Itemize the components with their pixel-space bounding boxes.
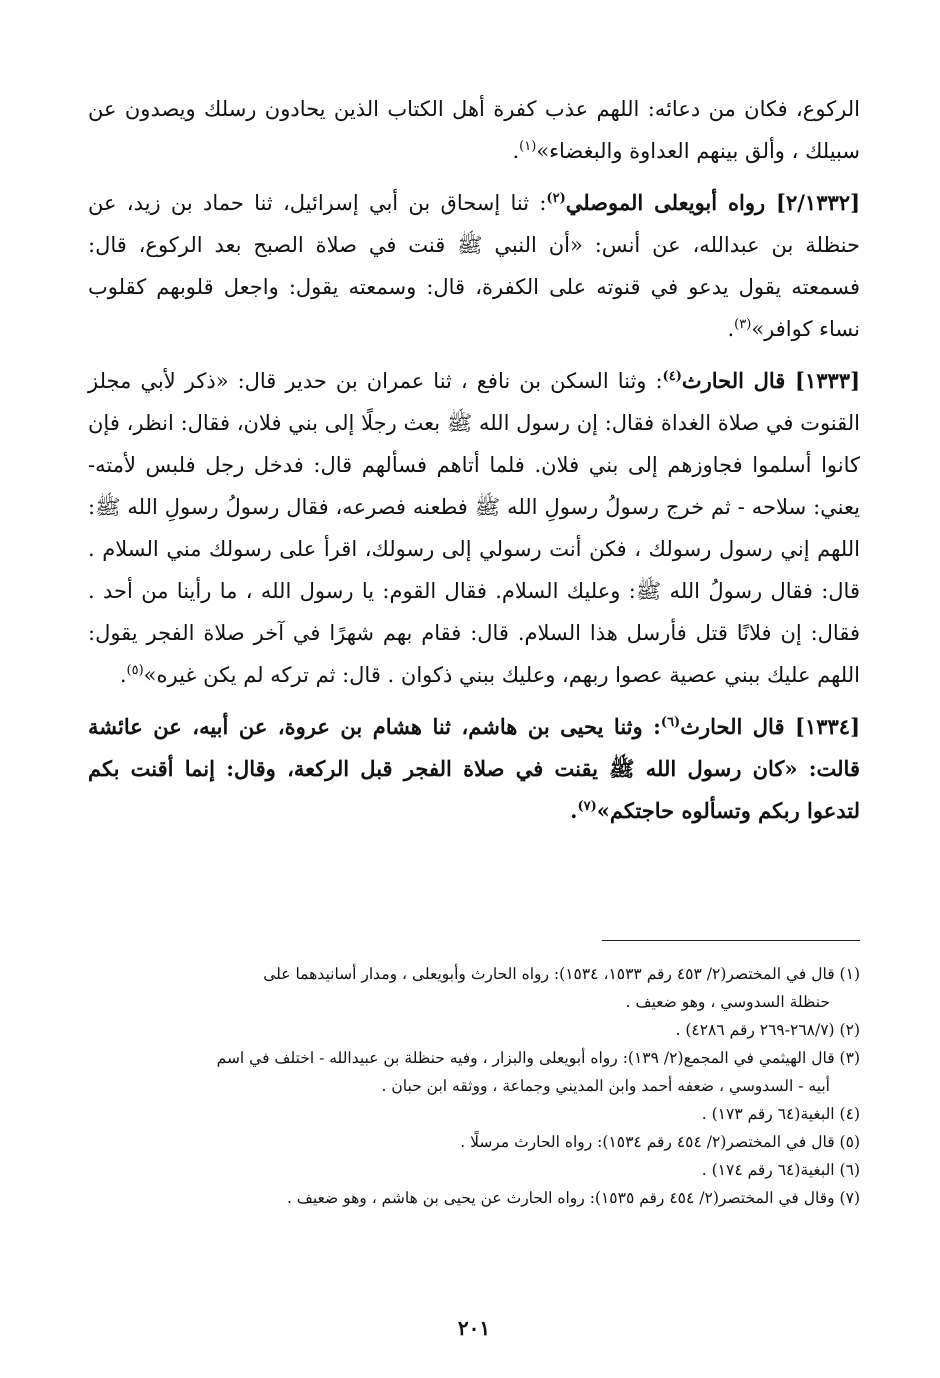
paragraph-tail: . bbox=[570, 798, 578, 823]
hadith-label: [١٣٣٤] قال الحارث bbox=[680, 714, 860, 739]
paragraph-1333 bbox=[88, 360, 860, 696]
footnote-number: (٥) bbox=[839, 1133, 860, 1151]
footnote-number: (٧) bbox=[839, 1189, 860, 1207]
paragraph-1334 bbox=[88, 706, 860, 832]
paragraph-text: : وثنا السكن بن نافع ، ثنا عمران بن حدير قال: «ذكر لأبي مجلز القنوت في صلاة الغداة فقال: إن رسول الله ﷺ بعث رجلًا إلى بني فلان، فقال: انظر، فإن كانوا أسلموا فجاوزهم إلى بني فلان. فلما أتاهم فسألهم قال: فدخل رجل فلبس لأمته- يعني: سلاحه - ثم خرج رسولُ رسولِ الله ﷺ فطعنه فصرعه، فقال رسولُ رسولِ الله ﷺ: اللهم إني رسول رسولك ، فكن أنت رسولي إلى رسولك، اقرأ على رسولك مني السلام . قال: فقال رسولُ الله ﷺ: وعليك السلام. فقال القوم: يا رسول الله ، ما رأينا من أحد . فقال: إن فلانًا قتل فأرسل هذا السلام. قال: فقام بهم شهرًا في آخر صلاة الفجر يقول: اللهم عليك ببني عصية عصوا ربهم، وعليك ببني ذكوان . قال: ثم تركه لم يكن غيره» bbox=[88, 369, 860, 687]
paragraph-1 bbox=[88, 88, 860, 172]
paragraph-1332 bbox=[88, 182, 860, 350]
footnote-number: (٢) bbox=[839, 1021, 860, 1039]
footnote-4 bbox=[88, 1100, 860, 1128]
footnote-separator bbox=[602, 940, 860, 941]
paragraph-tail: . bbox=[727, 317, 735, 341]
footnote-text-continued: أبيه - السدوسي ، ضعفه أحمد وابن المديني وجماعة ، ووثقه ابن حبان . bbox=[381, 1077, 830, 1095]
footnote-ref: (٥) bbox=[126, 663, 144, 678]
paragraph-tail: . bbox=[512, 139, 520, 163]
footnote-text: البغية(٦٤ رقم ١٧٤) . bbox=[701, 1161, 835, 1179]
footnote-text: البغية(٦٤ رقم ١٧٣) . bbox=[701, 1105, 835, 1123]
hadith-label: [١٣٣٣] قال الحارث bbox=[681, 368, 860, 393]
paragraph-text: الركوع، فكان من دعائه: اللهم عذب كفرة أهل الكتاب الذين يحادون رسلك ويصدون عن سبيلك ، وألق بينهم العداوة والبغضاء» bbox=[88, 97, 860, 163]
footnote-text: قال في المختصر(٢/ ٤٥٤ رقم ١٥٣٤): رواه الحارث مرسلًا . bbox=[460, 1133, 835, 1151]
footnote-number: (١) bbox=[839, 965, 860, 983]
footnote-number: (٣) bbox=[839, 1049, 860, 1067]
footnote-ref: (٤) bbox=[662, 369, 682, 384]
footnote-ref: (١) bbox=[519, 139, 537, 154]
footnote-text: قال الهيثمي في المجمع(٢/ ١٣٩): رواه أبويعلى والبزار ، وفيه حنظلة بن عبيدالله - اختلف في اسم bbox=[216, 1049, 835, 1067]
book-page bbox=[88, 88, 860, 1340]
footnote-ref: (٧) bbox=[577, 799, 597, 814]
footnote-ref: (٦) bbox=[660, 715, 681, 730]
footnote-1 bbox=[88, 960, 860, 1016]
footnote-text: وقال في المختصر(٢/ ٤٥٤ رقم ١٥٣٥): رواه الحارث عن يحيى بن هاشم ، وهو ضعيف . bbox=[286, 1189, 835, 1207]
footnote-6 bbox=[88, 1156, 860, 1184]
footnote-7 bbox=[88, 1184, 860, 1212]
footnote-3 bbox=[88, 1044, 860, 1100]
paragraph-text: : وثنا يحيى بن هاشم، ثنا هشام بن عروة، عن أبيه، عن عائشة قالت: «كان رسول الله ﷺ يقنت في صلاة الفجر قبل الركعة، وقال: إنما أقنت بكم لتدعوا ربكم وتسألوه حاجتكم» bbox=[88, 714, 860, 823]
main-text bbox=[88, 88, 860, 832]
paragraph-tail: . bbox=[119, 663, 127, 687]
footnote-ref: (٢) bbox=[546, 191, 566, 206]
footnote-text-continued: حنظلة السدوسي ، وهو ضعيف . bbox=[625, 993, 830, 1011]
footnotes bbox=[88, 960, 860, 1212]
footnote-text: قال في المختصر(٢/ ٤٥٣ رقم ١٥٣٣، ١٥٣٤): رواه الحارث وأبويعلى ، ومدار أسانيدهما على bbox=[263, 965, 835, 983]
paragraph-text: : ثنا إسحاق بن أبي إسرائيل، ثنا حماد بن زيد، عن حنظلة بن عبدالله، عن أنس: «أن النبي ﷺ قنت في صلاة الصبح بعد الركوع، قال: فسمعته يقول يدعو في قنوته على الكفرة، قال: وسمعته يقول: واجعل قلوبهم كقلوب نساء كوافر» bbox=[88, 191, 860, 341]
footnote-number: (٦) bbox=[839, 1161, 860, 1179]
footnote-number: (٤) bbox=[839, 1105, 860, 1123]
hadith-label: [٢/١٣٣٢] رواه أبويعلى الموصلي bbox=[565, 190, 860, 215]
page-number: ٢٠١ bbox=[457, 1316, 491, 1340]
footnote-5 bbox=[88, 1128, 860, 1156]
footnote-ref: (٣) bbox=[734, 317, 752, 332]
footnote-text: (٢٦٨/٧-٢٦٩ رقم ٤٢٨٦) . bbox=[675, 1021, 835, 1039]
footnote-2 bbox=[88, 1016, 860, 1044]
